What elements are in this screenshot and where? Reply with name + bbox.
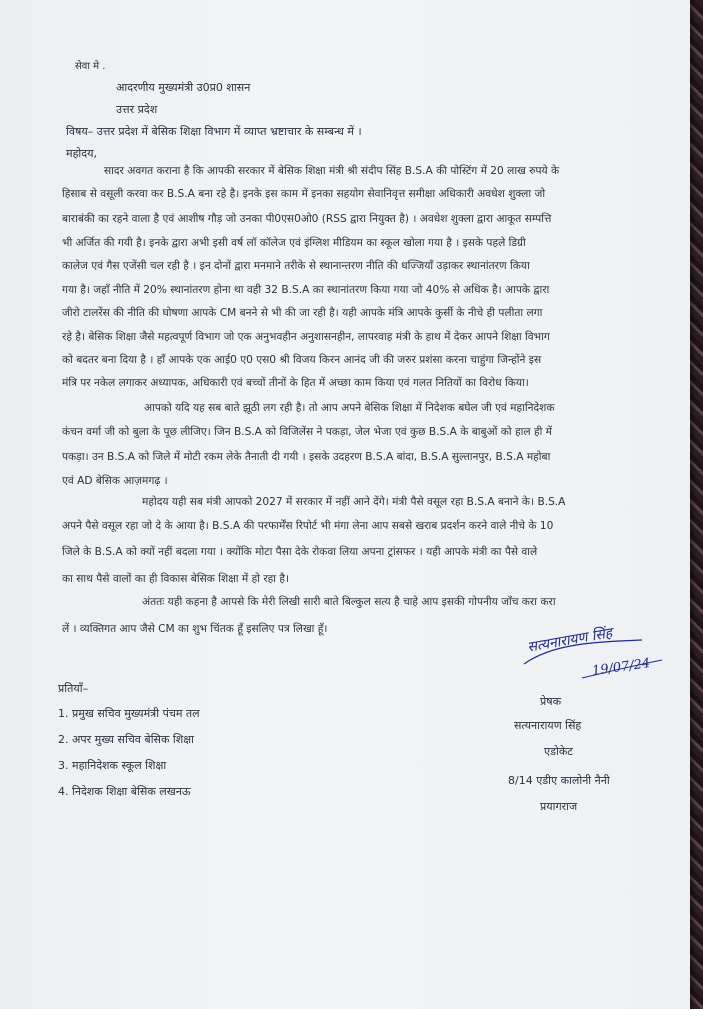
- recipient-line2: उत्तर प्रदेश: [116, 103, 158, 116]
- recipient-line1: आदरणीय मुख्यमंत्री उ0प्र0 शासन: [116, 81, 251, 94]
- subject-line: विषय– उत्तर प्रदेश में बेसिक शिक्षा विभाग में व्याप्त भ्रष्टाचार के सम्बन्ध में ।: [66, 125, 362, 138]
- para3-line: महोदय यही सब मंत्री आपको 2027 में सरकार में नहीं आने देंगे। मंत्री पैसे वसूल रहा B.S.A बनाने के। B.S.A: [142, 496, 566, 508]
- para2-line: आपको यदि यह सब बाते झूठी लग रही है। तो आप अपने बेसिक शिक्षा में निदेशक बघेल जी एवं महानिदेशक: [144, 402, 555, 414]
- para2-line: एवं AD बेसिक आज़मगढ़ ।: [62, 475, 168, 487]
- salutation-to: सेवा मे .: [75, 61, 106, 72]
- sender-label: प्रेषक: [540, 695, 562, 708]
- copies-heading: प्रतियाँ–: [58, 682, 89, 695]
- para1-line: जीरो टालरेंस की नीति की घोषणा आपके CM बनने से भी की जा रही है। यही आपके मंत्रि आपके कुर्सी के नीचे ही पलीता लगा: [62, 307, 543, 319]
- para4-line: अंततः यही कहना है आपसे कि मेरी लिखी सारी बाते बिल्कुल सत्य है चाहे आप इसकी गोपनीय जाँच करा करा: [142, 596, 556, 608]
- para1-line: कालेज एवं गैस एजेंसी चल रही है । इन दोनों द्वारा मनमाने तरीके से स्थानान्तरण नीति की धज्जियाँ उड़ाकर स्थानांतरण किया: [62, 260, 530, 272]
- sender-title: एडोकेट: [544, 745, 573, 758]
- copy-item: 3. महानिदेशक स्कूल शिक्षा: [58, 759, 167, 772]
- sender-name: सत्यनारायण सिंह: [514, 719, 582, 732]
- para2-line: कंचन वर्मा जी को बुला के पूछ लीजिए। जिन B.S.A को विजिलेंस ने पकड़ा, जेल भेजा एवं कुछ B.S.A के बाबुओं को हाल ही में: [62, 426, 553, 438]
- para3-line: अपने पैसे वसूल रहा जो दे के आया है। B.S.A की परफार्मेंस रिपोर्ट भी मंगा लेना आप सबसे खराब प्रदर्शन करने वाले नीचे के 10: [62, 520, 554, 532]
- greeting: महोदय,: [66, 147, 97, 160]
- para1-line: रहे है। बेसिक शिक्षा जैसे महत्वपूर्ण विभाग जो एक अनुभवहीन अनुशासनहीन, लापरवाह मंत्री के हाथ में देकर आपने शिक्षा विभाग: [62, 331, 550, 343]
- para1-line: गया है। जहाँ नीति में 20% स्थानांतरण होना था वही 32 B.S.A का स्थानांतरण किया गया जो 40% से अधिक है। आपके द्वारा: [62, 284, 550, 296]
- para1-line: हिसाब से वसूली करवा कर B.S.A बना रहे है। इनके इस काम में इनका सहयोग सेवानिवृत्त समीक्षा अधिकारी अवधेश शुक्ला जो: [62, 188, 546, 200]
- copy-item: 2. अपर मुख्य सचिव बेसिक शिक्षा: [58, 733, 194, 746]
- sender-address: 8/14 एडीए कालोनी नैनी: [508, 774, 610, 787]
- para1-line: को बदतर बना दिया है । हाँ आपके एक आई0 ए0 एस0 श्री विजय किरन आनंद जी की जरुर प्रशंसा करना चाहुंगा जिन्होंने इस: [62, 354, 542, 366]
- para1-line: सादर अवगत कराना है कि आपकी सरकार में बेसिक शिक्षा मंत्री श्री संदीप सिंह B.S.A की पोस्टिंग में 20 लाख रुपये के: [104, 165, 560, 177]
- para4-line: लें । व्यक्तिगत आप जैसे CM का शुभ चिंतक हूँ इसलिए पत्र लिखा हूँ।: [62, 623, 328, 635]
- copy-item: 1. प्रमुख सचिव मुख्यमंत्री पंचम तल: [58, 707, 200, 720]
- para3-line: का साथ पैसे वालों का ही विकास बेसिक शिक्षा में हो रहा है।: [62, 573, 290, 585]
- para2-line: पकड़ा। उन B.S.A को जिले में मोटी रकम लेके तैनाती दी गयी । इसके उदहरण B.S.A बांदा, B.S.A सुल्तानपुर, B.S.A महोबा: [62, 451, 551, 463]
- signature-date: 19/07/24: [591, 656, 652, 679]
- para1-line: भी अर्जित की गयी है। इनके द्वारा अभी इसी वर्ष लॉ कॉलेज एवं इंग्लिश मीडियम का स्कूल खोला गया है । इसके पहले डिग्री: [62, 237, 526, 249]
- para3-line: जिले के B.S.A को क्यों नहीं बदला गया । क्योंकि मोटा पैसा देके रोकवा लिया अपना ट्रांसफर । यही आपके मंत्री का पैसे वाले: [62, 546, 538, 558]
- para1-line: बाराबंकी का रहने वाला है एवं आशीष गौड़ जो उनका पी0एस0ओ0 (RSS द्वारा नियुक्त है) । अवधेश शुक्ला द्वारा आकूत सम्पत्ति: [62, 213, 552, 225]
- handwritten-signature: [522, 625, 672, 684]
- copy-item: 4. निदेशक शिक्षा बेसिक लखनऊ: [58, 785, 191, 798]
- sender-city: प्रयागराज: [540, 800, 578, 813]
- signature-name: सत्यनारायण सिंह: [526, 625, 614, 656]
- para1-line: मंत्रि पर नकेल लगाकर अध्यापक, अधिकारी एवं बच्चों तीनों के हित में अच्छा काम किया एवं गलत नितियों का विरोध किया।: [62, 377, 529, 389]
